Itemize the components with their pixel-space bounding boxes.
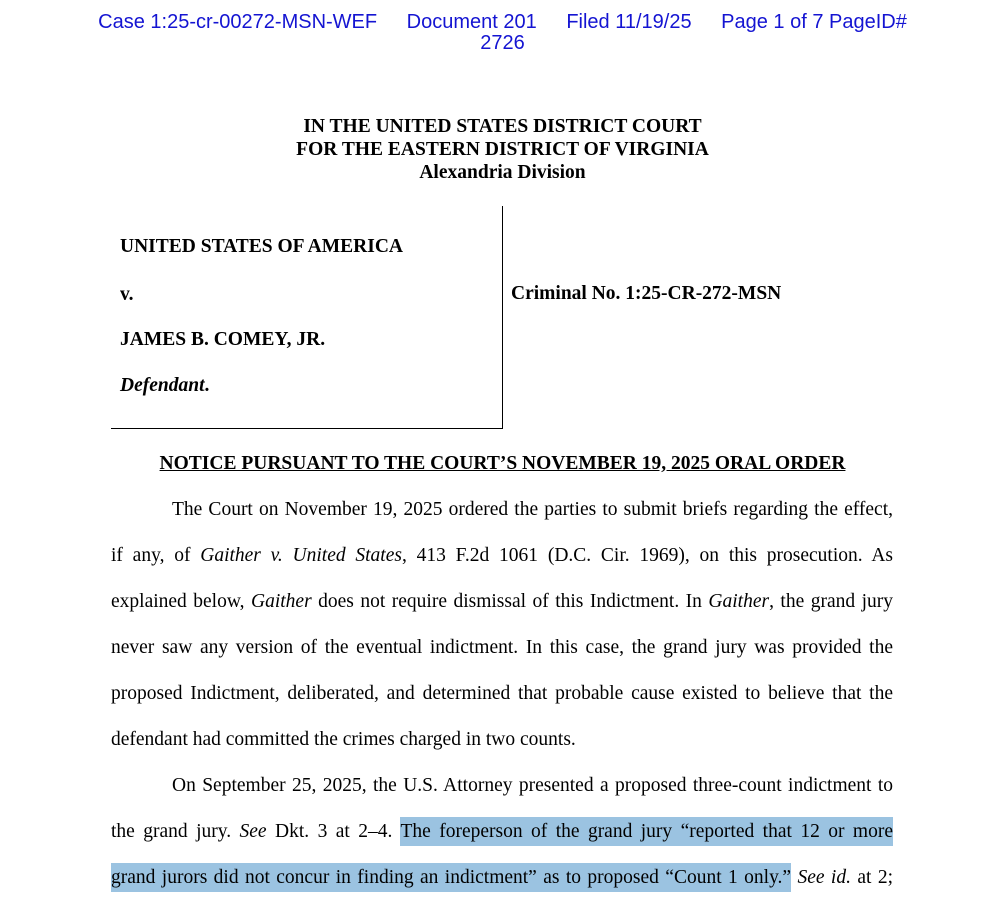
body-line: defendant had committed the crimes charged in two counts. (111, 729, 576, 750)
body-line (111, 867, 893, 889)
filing-stamp-line-1 (0, 12, 1005, 33)
signal-word: See (239, 821, 267, 842)
court-heading-line-1: IN THE UNITED STATES DISTRICT COURT (303, 116, 702, 137)
page-indicator: Page 1 of 7 PageID# (721, 11, 907, 33)
defendant-label-period: . (204, 375, 210, 396)
body-line: never saw any version of the eventual indictment. In this case, the grand jury was provided the (111, 637, 893, 658)
defendant-name: JAMES B. COMEY, JR. (120, 329, 326, 350)
text-run: the grand jury. (111, 821, 240, 842)
text-run: , 413 F.2d 1061 (D.C. Cir. 1969), on this prosecution. As (401, 545, 893, 566)
body-line (111, 821, 893, 843)
court-division: Alexandria Division (419, 162, 586, 183)
text-run: Dkt. 3 at 2–4. (266, 821, 401, 842)
text-run: does not require dismissal of this Indictment. In (311, 591, 709, 612)
versus-label: v. (120, 284, 134, 305)
filed-date: Filed 11/19/25 (566, 11, 692, 33)
notice-title: NOTICE PURSUANT TO THE COURT’S NOVEMBER 19, 2025 ORAL ORDER (159, 453, 846, 474)
defendant-label: Defendant (120, 375, 205, 396)
text-run: at 2; (850, 867, 894, 888)
case-citation: Gaither (251, 591, 312, 612)
body-line: The Court on November 19, 2025 ordered the parties to submit briefs regarding the effect, (172, 499, 893, 520)
text-run: explained below, (111, 591, 252, 612)
case-citation: Gaither v. United States (200, 545, 402, 566)
text-run: if any, of (111, 545, 201, 566)
highlighted-text: The foreperson of the grand jury “reported that 12 or more (400, 817, 893, 846)
court-heading (0, 115, 1005, 184)
filing-stamp-header (0, 12, 1005, 54)
body-line: proposed Indictment, deliberated, and determined that probable cause existed to believe that the (111, 683, 893, 704)
case-number: Case 1:25-cr-00272-MSN-WEF (98, 11, 378, 33)
signal-word: See id. (797, 867, 851, 888)
body-line (111, 591, 893, 613)
defendant-label-line (120, 375, 209, 397)
body-line (111, 545, 893, 567)
page-id-number: 2726 (480, 32, 525, 54)
plaintiff-name: UNITED STATES OF AMERICA (120, 236, 403, 257)
highlighted-text: grand jurors did not concur in finding an indictment” as to proposed “Count 1 only.” (111, 863, 791, 892)
case-caption-box (111, 206, 503, 429)
body-line: On September 25, 2025, the U.S. Attorney presented a proposed three-count indictment to (172, 775, 893, 796)
court-heading-line-2: FOR THE EASTERN DISTRICT OF VIRGINIA (296, 139, 709, 160)
document-number: Document 201 (406, 11, 537, 33)
case-citation: Gaither (708, 591, 770, 612)
text-run: , the grand jury (769, 591, 893, 612)
criminal-number: Criminal No. 1:25-CR-272-MSN (511, 283, 782, 304)
